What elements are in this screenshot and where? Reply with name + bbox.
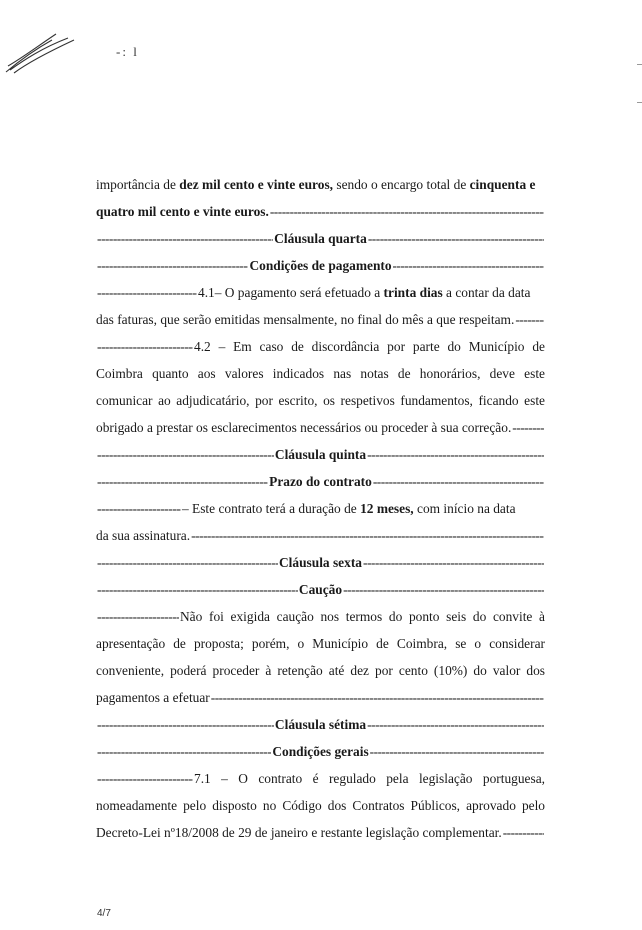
text-line: nomeadamente pelo disposto no Código dos Contratos Públicos, aprovado pelo	[96, 798, 545, 813]
text-line: pagamentos a efetuar -----	[96, 684, 545, 711]
handwritten-initials: -: l	[116, 44, 139, 59]
dash-filler	[368, 225, 544, 252]
dash-filler	[97, 711, 274, 738]
clause-subheading	[96, 252, 545, 279]
dash-filler	[367, 441, 544, 468]
dash-filler	[343, 576, 544, 603]
dash-filler	[503, 819, 544, 846]
text-line: ----- – Este contrato terá a duração de 12 meses, com início na data	[96, 495, 545, 522]
clause-heading	[96, 441, 545, 468]
edge-mark	[637, 64, 642, 65]
dash-filler	[393, 252, 544, 279]
text-line: ----- 4.1– O pagamento será efetuado a trinta dias a contar da data	[96, 279, 545, 306]
clause-subtitle: Condições de pagamento	[249, 258, 392, 273]
text-line: Coimbra quanto aos valores indicados nas notas de honorários, deve este	[96, 366, 545, 381]
text-line: das faturas, que serão emitidas mensalmente, no final do mês a que respeitam. -----	[96, 306, 545, 333]
text-line: comunicar ao adjudicatário, por escrito, os respetivos fundamentos, ficando este	[96, 393, 545, 408]
dash-filler	[97, 279, 197, 306]
dash-filler	[97, 765, 193, 792]
dash-filler	[367, 711, 544, 738]
dash-filler	[373, 468, 544, 495]
text-line: ----- Não foi exigida caução nos termos do ponto seis do convite à	[96, 603, 545, 630]
text-line: conveniente, poderá proceder à retenção até dez por cento (10%) do valor dos	[96, 663, 545, 678]
dash-filler	[97, 468, 268, 495]
text-line: apresentação de proposta; porém, o Município de Coimbra, se o considerar	[96, 636, 545, 651]
dash-filler	[97, 603, 179, 630]
clause-title: Cláusula sexta	[279, 555, 362, 570]
dash-filler	[97, 333, 193, 360]
clause-subtitle: Caução	[298, 582, 343, 597]
text-line: obrigado a prestar os esclarecimentos necessários ou proceder à sua correção. -----	[96, 414, 545, 441]
text-line: da sua assinatura. -----	[96, 522, 545, 549]
clause-title: Cláusula quinta	[274, 447, 367, 462]
clause-heading	[96, 711, 545, 738]
clause-subheading	[96, 738, 545, 765]
handwritten-signature	[4, 32, 76, 76]
clause-subheading	[96, 576, 545, 603]
clause-subtitle: Condições gerais	[272, 744, 369, 759]
dash-filler	[97, 495, 181, 522]
text-line: Decreto-Lei nº18/2008 de 29 de janeiro e restante legislação complementar. -----	[96, 819, 545, 846]
text-line: quatro mil cento e vinte euros. -----	[96, 198, 545, 225]
clause-subheading	[96, 468, 545, 495]
dash-filler	[363, 549, 544, 576]
clause-title: Cláusula quarta	[274, 231, 367, 246]
text-line: ----- 7.1 – O contrato é regulado pela legislação portuguesa,	[96, 765, 545, 792]
clause-heading	[96, 549, 545, 576]
dash-filler	[97, 252, 248, 279]
page-number: 4/7	[97, 908, 111, 919]
dash-filler	[97, 441, 274, 468]
edge-mark	[637, 102, 642, 103]
dash-filler	[512, 414, 544, 441]
dash-filler	[370, 738, 544, 765]
dash-filler	[270, 198, 544, 225]
dash-filler	[97, 576, 298, 603]
contract-body	[96, 171, 545, 846]
dash-filler	[97, 225, 273, 252]
clause-subtitle: Prazo do contrato	[269, 474, 372, 489]
text-line: importância de dez mil cento e vinte euros, sendo o encargo total de cinquenta e	[96, 177, 536, 192]
clause-heading	[96, 225, 545, 252]
dash-filler	[97, 549, 278, 576]
dash-filler	[97, 738, 271, 765]
dash-filler	[211, 684, 544, 711]
dash-filler	[515, 306, 544, 333]
clause-title: Cláusula sétima	[274, 717, 367, 732]
dash-filler	[191, 522, 544, 549]
text-line: ----- 4.2 – Em caso de discordância por parte do Município de	[96, 333, 545, 360]
